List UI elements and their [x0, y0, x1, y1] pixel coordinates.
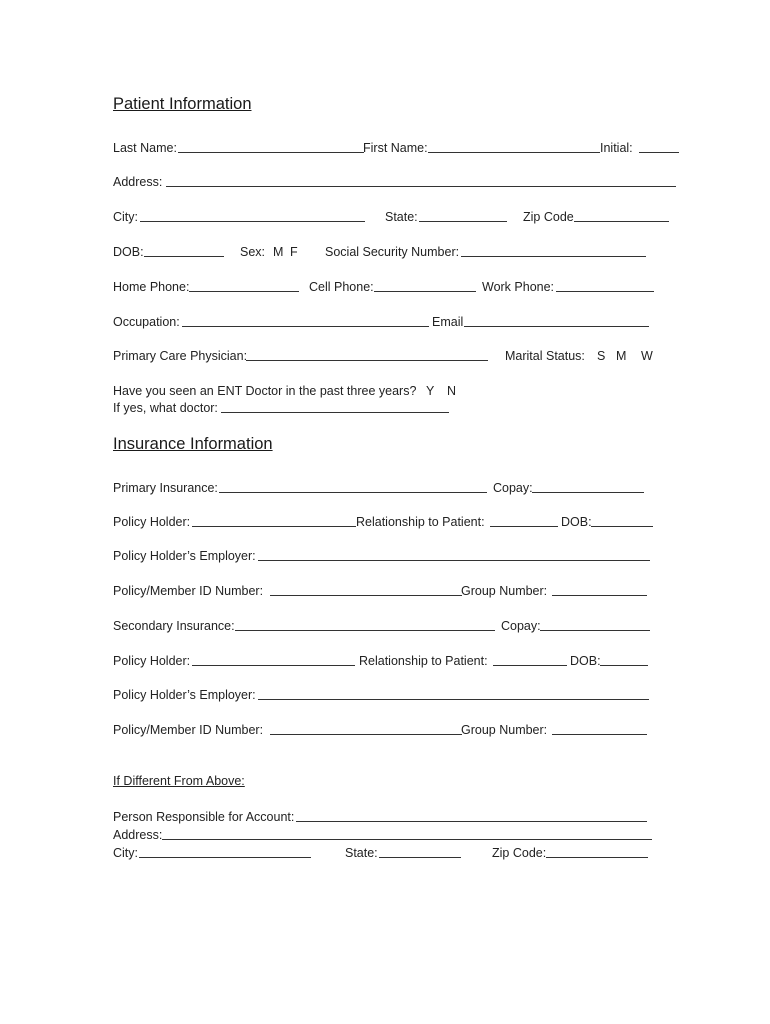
primary-employer-label: Policy Holder’s Employer:: [113, 549, 256, 563]
initial-label: Initial:: [600, 141, 633, 155]
secondary-copay-label: Copay:: [501, 619, 541, 633]
address-label: Address:: [113, 175, 163, 189]
responsible-zip-label: Zip Code:: [492, 846, 547, 860]
home-phone-label: Home Phone:: [113, 280, 190, 294]
secondary-employer-label: Policy Holder’s Employer:: [113, 688, 256, 702]
zip-label: Zip Code: [523, 210, 574, 224]
primary-relationship-field[interactable]: [489, 514, 558, 531]
secondary-insurance-field[interactable]: [234, 618, 495, 635]
primary-copay-field[interactable]: [531, 480, 644, 497]
secondary-policy-holder-label: Policy Holder:: [113, 654, 191, 668]
ent-option-n[interactable]: N: [447, 384, 457, 398]
patient-information-heading: Patient Information: [113, 95, 252, 113]
ent-question-label: Have you seen an ENT Doctor in the past three years?: [113, 384, 417, 398]
primary-relationship-label: Relationship to Patient:: [356, 515, 485, 529]
primary-member-id-field[interactable]: [269, 583, 462, 600]
sex-label: Sex:: [240, 245, 266, 259]
pcp-field[interactable]: [245, 348, 488, 365]
email-label: Email: [432, 315, 464, 329]
primary-holder-dob-field[interactable]: [590, 514, 653, 531]
cell-phone-label: Cell Phone:: [309, 280, 374, 294]
marital-option-w[interactable]: W: [641, 349, 653, 363]
secondary-relationship-label: Relationship to Patient:: [359, 654, 488, 668]
if-yes-doctor-field[interactable]: [220, 400, 449, 417]
responsible-zip-field[interactable]: [545, 845, 648, 862]
state-field[interactable]: [418, 209, 507, 226]
ent-option-y[interactable]: Y: [426, 384, 435, 398]
sex-option-f[interactable]: F: [290, 245, 298, 259]
secondary-group-number-field[interactable]: [551, 722, 647, 739]
occupation-field[interactable]: [181, 314, 429, 331]
dob-label: DOB:: [113, 245, 144, 259]
secondary-member-id-label: Policy/Member ID Number:: [113, 723, 264, 737]
marital-status-label: Marital Status:: [505, 349, 585, 363]
first-name-field[interactable]: [427, 140, 600, 157]
marital-option-s[interactable]: S: [597, 349, 606, 363]
ssn-label: Social Security Number:: [325, 245, 460, 259]
primary-holder-dob-label: DOB:: [561, 515, 592, 529]
primary-group-number-label: Group Number:: [461, 584, 548, 598]
responsible-person-field[interactable]: [295, 809, 647, 826]
initial-field[interactable]: [638, 140, 679, 157]
primary-copay-label: Copay:: [493, 481, 533, 495]
cell-phone-field[interactable]: [373, 279, 476, 296]
secondary-insurance-label: Secondary Insurance:: [113, 619, 235, 633]
secondary-holder-dob-field[interactable]: [599, 653, 648, 670]
primary-policy-holder-field[interactable]: [191, 514, 356, 531]
responsible-person-label: Person Responsible for Account:: [113, 810, 295, 824]
primary-employer-field[interactable]: [257, 548, 650, 565]
last-name-label: Last Name:: [113, 141, 177, 155]
city-label: City:: [113, 210, 138, 224]
home-phone-field[interactable]: [188, 279, 299, 296]
marital-option-m[interactable]: M: [616, 349, 627, 363]
zip-field[interactable]: [573, 209, 669, 226]
secondary-copay-field[interactable]: [539, 618, 650, 635]
dob-field[interactable]: [143, 244, 224, 261]
if-different-heading: If Different From Above:: [113, 774, 245, 788]
secondary-relationship-field[interactable]: [492, 653, 567, 670]
primary-insurance-label: Primary Insurance:: [113, 481, 218, 495]
secondary-employer-field[interactable]: [257, 687, 649, 704]
responsible-state-label: State:: [345, 846, 378, 860]
email-field[interactable]: [463, 314, 649, 331]
ssn-field[interactable]: [460, 244, 646, 261]
secondary-policy-holder-field[interactable]: [191, 653, 355, 670]
sex-option-m[interactable]: M: [273, 245, 284, 259]
work-phone-field[interactable]: [555, 279, 654, 296]
last-name-field[interactable]: [177, 140, 364, 157]
insurance-information-heading: Insurance Information: [113, 435, 273, 453]
primary-member-id-label: Policy/Member ID Number:: [113, 584, 264, 598]
responsible-city-field[interactable]: [138, 845, 311, 862]
secondary-member-id-field[interactable]: [269, 722, 462, 739]
pcp-label: Primary Care Physician:: [113, 349, 248, 363]
city-field[interactable]: [139, 209, 365, 226]
occupation-label: Occupation:: [113, 315, 180, 329]
first-name-label: First Name:: [363, 141, 428, 155]
secondary-holder-dob-label: DOB:: [570, 654, 601, 668]
address-field[interactable]: [165, 174, 676, 191]
responsible-city-label: City:: [113, 846, 138, 860]
primary-group-number-field[interactable]: [551, 583, 647, 600]
work-phone-label: Work Phone:: [482, 280, 555, 294]
responsible-address-field[interactable]: [161, 827, 652, 844]
primary-insurance-field[interactable]: [218, 480, 487, 497]
secondary-group-number-label: Group Number:: [461, 723, 548, 737]
primary-policy-holder-label: Policy Holder:: [113, 515, 191, 529]
if-yes-label: If yes, what doctor:: [113, 401, 218, 415]
responsible-state-field[interactable]: [378, 845, 461, 862]
responsible-address-label: Address:: [113, 828, 163, 842]
state-label: State:: [385, 210, 418, 224]
